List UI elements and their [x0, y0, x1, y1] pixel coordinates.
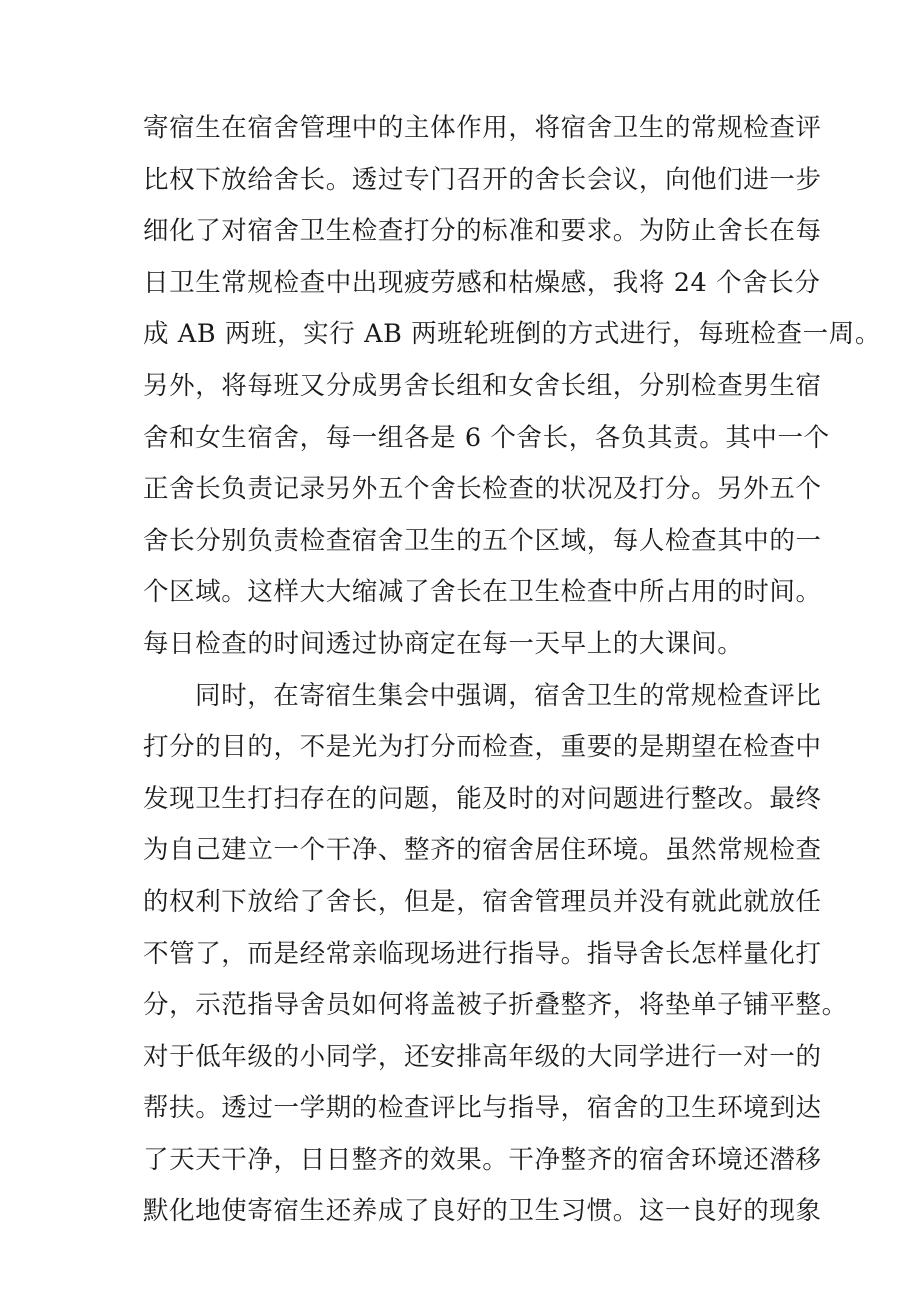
text-line: 舍长分别负责检查宿舍卫生的五个区域，每人检查其中的一 — [143, 525, 822, 556]
text-line: 打分的目的，不是光为打分而检查，重要的是期望在检查中 — [143, 732, 822, 763]
text-line: 个区域。这样大大缩减了舍长在卫生检查中所占用的时间。 — [143, 577, 822, 608]
text-line: 为自己建立一个干净、整齐的宿舍居住环境。虽然常规检查 — [143, 835, 822, 866]
text-line: 寄宿生在宿舍管理中的主体作用，将宿舍卫生的常规检查评 — [143, 113, 822, 143]
text-line: 帮扶。透过一学期的检查评比与指导，宿舍的卫生环境到达 — [143, 1093, 822, 1124]
text-line: 比权下放给舍长。透过专门召开的舍长会议，向他们进一步 — [143, 164, 822, 195]
text-line: 舍和女生宿舍，每一组各是 6 个舍长，各负其责。其中一个 — [143, 422, 830, 453]
text-line: 对于低年级的小同学，还安排高年级的大同学进行一对一的 — [143, 1041, 822, 1072]
paragraph-start-line: 同时，在寄宿生集会中强调，宿舍卫生的常规检查评比 — [195, 680, 822, 711]
body-text — [143, 103, 881, 1238]
text-line: 的权利下放给了舍长，但是，宿舍管理员并没有就此就放任 — [143, 886, 822, 917]
text-line: 成 AB 两班，实行 AB 两班轮班倒的方式进行，每班检查一周。 — [143, 319, 881, 350]
text-line: 发现卫生打扫存在的问题，能及时的对问题进行整改。最终 — [143, 783, 822, 814]
text-line: 正舍长负责记录另外五个舍长检查的状况及打分。另外五个 — [143, 474, 822, 505]
text-line: 每日检查的时间透过协商定在每一天早上的大课间。 — [143, 628, 744, 659]
text-line: 了天天干净，日日整齐的效果。干净整齐的宿舍环境还潜移 — [143, 1144, 822, 1175]
text-line: 细化了对宿舍卫生检查打分的标准和要求。为防止舍长在每 — [143, 216, 822, 247]
text-line: 日卫生常规检查中出现疲劳感和枯燥感，我将 24 个舍长分 — [143, 267, 821, 298]
text-line: 默化地使寄宿生还养成了良好的卫生习惯。这一良好的现象 — [143, 1196, 822, 1227]
text-line: 分，示范指导舍员如何将盖被子折叠整齐，将垫单子铺平整。 — [143, 990, 848, 1021]
text-line: 另外，将每班又分成男舍长组和女舍长组，分别检查男生宿 — [143, 370, 822, 401]
text-line: 不管了，而是经常亲临现场进行指导。指导舍长怎样量化打 — [143, 938, 822, 969]
